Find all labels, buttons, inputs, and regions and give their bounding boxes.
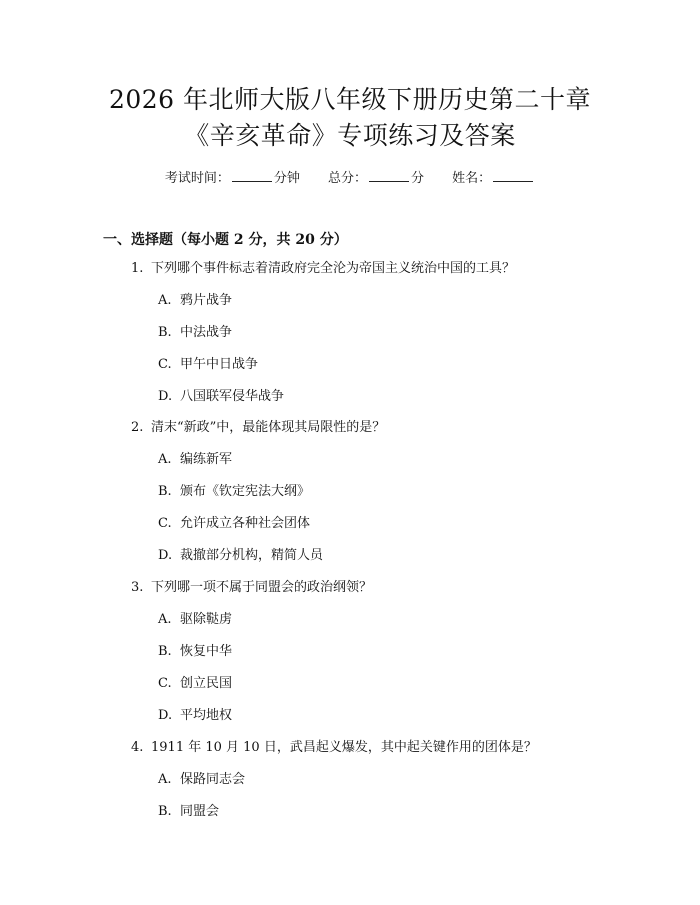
question-3-option-b xyxy=(158,643,232,661)
exam-time-label: 考试时间： xyxy=(164,171,230,186)
option-letter: A. xyxy=(158,452,172,467)
question-3-option-c xyxy=(158,675,232,693)
option-text: 颁布《钦定宪法大纲》 xyxy=(180,484,311,499)
option-letter: B. xyxy=(158,484,172,499)
question-number: 1. xyxy=(131,261,144,276)
document-title-line1: 2026 年北师大版八年级下册历史第二十章 xyxy=(108,85,592,114)
question-1-option-d xyxy=(158,388,284,406)
section-title: 一、选择题（每小题 2 分，共 20 分） xyxy=(103,232,348,248)
option-text: 恢复中华 xyxy=(180,644,233,659)
question-4 xyxy=(131,739,537,757)
option-text: 创立民国 xyxy=(180,676,233,691)
option-letter: C. xyxy=(158,676,172,691)
question-2-option-a xyxy=(158,451,232,469)
question-3-option-d xyxy=(158,707,232,725)
question-1 xyxy=(131,260,515,278)
option-text: 甲午中日战争 xyxy=(180,357,259,372)
question-text: 1911 年 10 月 10 日，武昌起义爆发，其中起关键作用的团体是？ xyxy=(151,740,537,755)
document-title-line2: 《辛亥革命》专项练习及答案 xyxy=(184,121,516,150)
option-text: 同盟会 xyxy=(180,804,220,819)
exam-time-unit: 分钟 xyxy=(273,171,300,186)
question-4-option-a xyxy=(158,771,245,789)
option-text: 鸦片战争 xyxy=(180,293,233,308)
option-letter: B. xyxy=(158,325,172,340)
question-3-option-a xyxy=(158,611,232,629)
total-score-blank xyxy=(369,169,409,182)
question-2-option-d xyxy=(158,547,323,565)
option-text: 保路同志会 xyxy=(180,772,246,787)
option-letter: B. xyxy=(158,804,172,819)
exam-time-field xyxy=(165,169,300,188)
option-letter: C. xyxy=(158,357,172,372)
option-letter: B. xyxy=(158,644,172,659)
option-text: 中法战争 xyxy=(180,325,233,340)
name-field xyxy=(452,169,535,188)
option-letter: D. xyxy=(158,708,173,723)
total-score-field xyxy=(328,169,424,188)
total-score-label: 总分： xyxy=(327,171,367,186)
option-text: 编练新军 xyxy=(180,452,233,467)
option-letter: D. xyxy=(158,389,173,404)
option-text: 平均地权 xyxy=(180,708,233,723)
option-letter: A. xyxy=(158,293,172,308)
question-text: 下列哪个事件标志着清政府完全沦为帝国主义统治中国的工具？ xyxy=(151,261,516,276)
exam-time-blank xyxy=(232,169,272,182)
option-text: 八国联军侵华战争 xyxy=(180,389,285,404)
option-letter: A. xyxy=(158,612,172,627)
option-text: 允许成立各种社会团体 xyxy=(180,516,311,531)
name-label: 姓名： xyxy=(452,171,492,186)
question-1-option-c xyxy=(158,356,258,374)
option-text: 驱除鞑虏 xyxy=(180,612,233,627)
option-letter: C. xyxy=(158,516,172,531)
question-2 xyxy=(131,419,385,437)
name-blank xyxy=(493,169,533,182)
option-letter: D. xyxy=(158,548,173,563)
question-number: 3. xyxy=(131,580,144,595)
question-3 xyxy=(131,579,372,597)
total-score-unit: 分 xyxy=(411,171,425,186)
option-letter: A. xyxy=(158,772,172,787)
question-1-option-a xyxy=(158,292,232,310)
question-text: 下列哪一项不属于同盟会的政治纲领？ xyxy=(151,580,373,595)
question-number: 4. xyxy=(131,740,144,755)
question-text: 清末“新政”中，最能体现其局限性的是？ xyxy=(151,420,386,435)
exam-info-row xyxy=(0,169,700,188)
option-text: 裁撤部分机构，精简人员 xyxy=(180,548,324,563)
question-4-option-b xyxy=(158,803,219,821)
question-2-option-c xyxy=(158,515,310,533)
question-number: 2. xyxy=(131,420,144,435)
question-2-option-b xyxy=(158,483,310,501)
question-1-option-b xyxy=(158,324,232,342)
